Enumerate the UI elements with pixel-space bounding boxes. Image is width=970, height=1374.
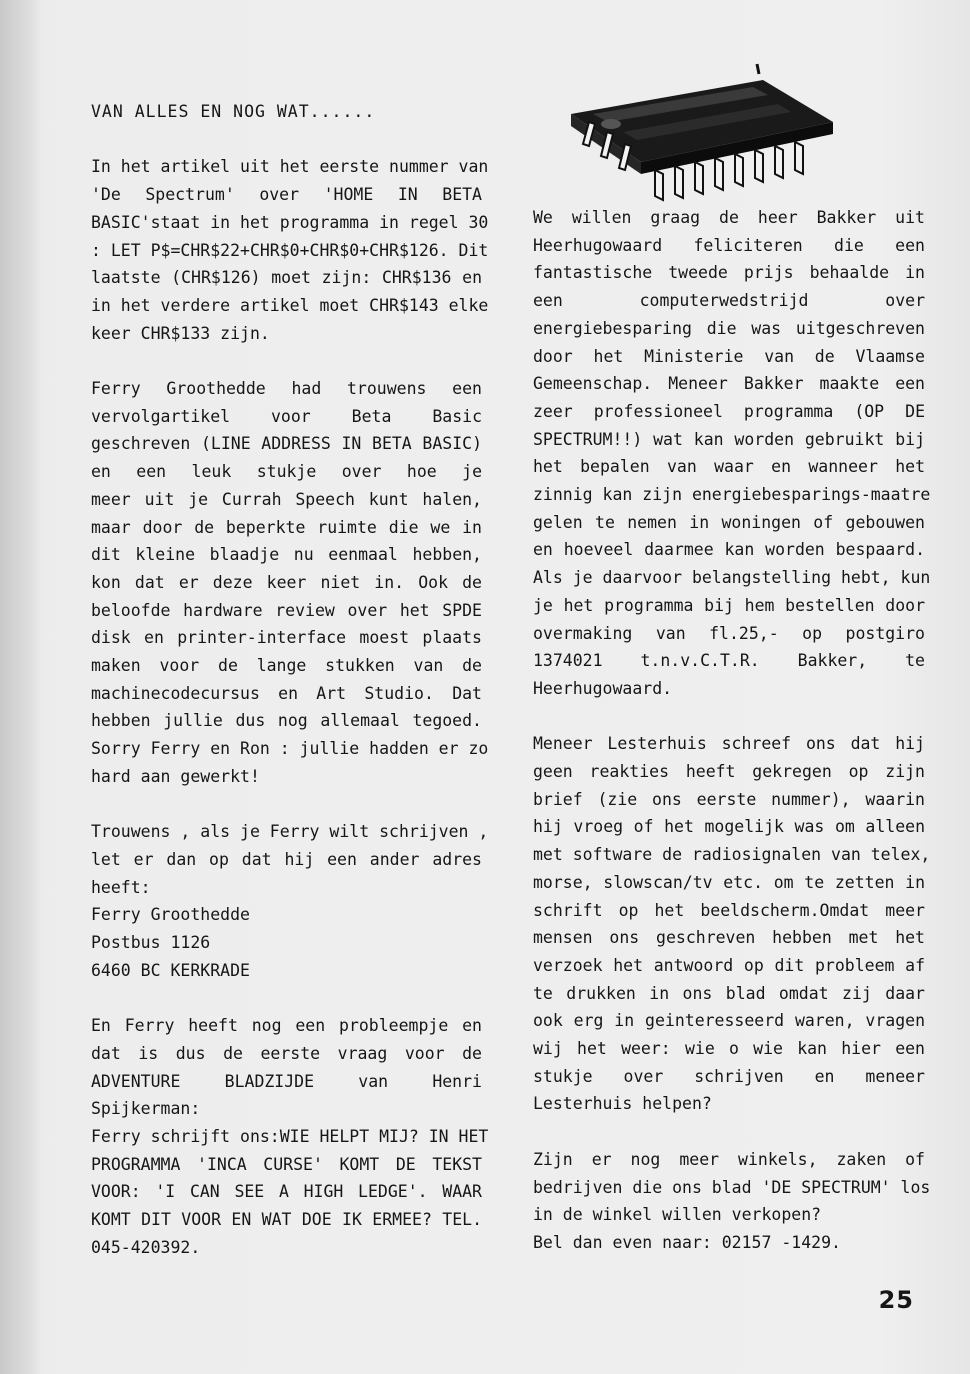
text-line: 045-420392. bbox=[91, 1237, 201, 1257]
text-line: geen reakties heeft gekregen op zijn bbox=[533, 762, 925, 782]
text-line: KOMT DIT VOOR EN WAT DOE IK ERMEE? TEL. bbox=[91, 1210, 482, 1230]
text-line: een computerwedstrijd over bbox=[533, 291, 925, 311]
text-line: BASIC'staat in het programma in regel 30 bbox=[91, 212, 489, 232]
text-line: PROGRAMMA 'INCA CURSE' KOMT DE TEKST bbox=[91, 1154, 482, 1174]
text-line: laatste (CHR$126) moet zijn: CHR$136 en bbox=[91, 268, 482, 288]
text-line: Ferry Groothedde had trouwens een bbox=[91, 379, 482, 398]
text-line: Gemeenschap. Meneer Bakker maakte een bbox=[533, 374, 925, 394]
text-line: Trouwens , als je Ferry wilt schrijven , bbox=[91, 822, 489, 842]
text-line: zinnig kan zijn energiebesparings-maatre bbox=[533, 485, 931, 505]
text-line: 'De Spectrum' over 'HOME IN BETA bbox=[91, 185, 482, 205]
text-line: gelen te nemen in woningen of gebouwen bbox=[533, 512, 925, 532]
text-line: Zijn er nog meer winkels, zaken of bbox=[533, 1149, 925, 1169]
text-line: 6460 BC KERKRADE bbox=[91, 960, 250, 980]
paragraph-bakker-prize bbox=[533, 204, 931, 703]
left-column bbox=[91, 98, 489, 1289]
text-line: hard aan gewerkt! bbox=[91, 766, 260, 786]
text-line: in het verdere artikel moet CHR$143 elke bbox=[91, 295, 489, 315]
text-line: fantastische tweede prijs behaalde in bbox=[533, 263, 925, 283]
text-line: Lesterhuis helpen? bbox=[533, 1094, 712, 1114]
text-line: Heerhugowaard. bbox=[533, 678, 673, 698]
text-line: heeft: bbox=[91, 877, 151, 897]
text-line: Heerhugowaard feliciteren die een bbox=[533, 235, 925, 255]
text-line: dit kleine blaadje nu eenmaal hebben, bbox=[91, 545, 482, 565]
text-line: met software de radiosignalen van telex, bbox=[533, 845, 931, 865]
text-line: zeer professioneel programma (OP DE bbox=[533, 401, 925, 421]
paragraph-lesterhuis bbox=[533, 730, 931, 1118]
paragraph-shops bbox=[533, 1146, 931, 1257]
page-number: 25 bbox=[878, 1286, 914, 1314]
text-line: verzoek het antwoord op dit probleem af bbox=[533, 955, 925, 975]
text-line: Bel dan even naar: 02157 -1429. bbox=[533, 1232, 841, 1252]
text-line: mensen ons geschreven hebben met het bbox=[533, 928, 925, 948]
paragraph-address bbox=[91, 818, 489, 984]
text-line: wij het weer: wie o wie kan hier een bbox=[533, 1039, 925, 1059]
text-line: te drukken in ons blad omdat zij daar bbox=[533, 983, 925, 1003]
text-line: disk en printer-interface moest plaats bbox=[91, 628, 482, 648]
text-line: meer uit je Currah Speech kunt halen, bbox=[91, 489, 482, 509]
text-line: En Ferry heeft nog een probleempje en bbox=[91, 1016, 482, 1036]
text-line: door het Ministerie van de Vlaamse bbox=[533, 346, 925, 366]
text-line: Ferry schrijft ons:WIE HELPT MIJ? IN HET bbox=[91, 1126, 489, 1146]
page-spine-shadow bbox=[0, 0, 42, 1374]
text-line: je het programma bij hem bestellen door bbox=[533, 595, 925, 615]
text-line: bedrijven die ons blad 'DE SPECTRUM' los bbox=[533, 1177, 931, 1197]
text-line: 1374021 t.n.v.C.T.R. Bakker, te bbox=[533, 651, 925, 671]
text-line: Meneer Lesterhuis schreef ons dat hij bbox=[533, 734, 925, 754]
paragraph-errata bbox=[91, 153, 489, 347]
paragraph-ferry-articles bbox=[91, 375, 489, 791]
right-column bbox=[533, 204, 931, 1284]
text-line: ADVENTURE BLADZIJDE van Henri bbox=[91, 1071, 482, 1091]
text-line: : LET P$=CHR$22+CHR$0+CHR$0+CHR$126. Dit bbox=[91, 240, 489, 260]
text-line: let er dan op dat hij een ander adres bbox=[91, 849, 482, 869]
section-heading: VAN ALLES EN NOG WAT...... bbox=[91, 102, 376, 121]
text-line: ook erg in geinteresseerd waren, vragen bbox=[533, 1011, 925, 1031]
ic-chip-icon bbox=[563, 62, 843, 210]
text-line: machinecodecursus en Art Studio. Dat bbox=[91, 683, 482, 703]
text-line: overmaking van fl.25,- op postgiro bbox=[533, 623, 925, 643]
text-line: energiebesparing die was uitgeschreven bbox=[533, 318, 925, 338]
text-line: In het artikel uit het eerste nummer van bbox=[91, 157, 489, 177]
text-line: SPECTRUM!!) wat kan worden gebruikt bij bbox=[533, 429, 925, 449]
text-line: maar door de beperkte ruimte die we in bbox=[91, 517, 482, 537]
text-line: keer CHR$133 zijn. bbox=[91, 323, 270, 343]
text-line: en hoeveel daarmee kan worden bespaard. bbox=[533, 540, 925, 560]
text-line: Ferry Groothedde bbox=[91, 905, 250, 925]
text-line: vervolgartikel voor Beta Basic bbox=[91, 406, 482, 426]
text-line: VOOR: 'I CAN SEE A HIGH LEDGE'. WAAR bbox=[91, 1182, 482, 1202]
text-line: hij vroeg of het mogelijk was om alleen bbox=[533, 817, 925, 837]
paragraph-adventure-question bbox=[91, 1012, 489, 1261]
text-line: We willen graag de heer Bakker uit bbox=[533, 208, 925, 227]
text-line: hebben jullie dus nog allemaal tegoed. bbox=[91, 711, 482, 731]
text-line: Postbus 1126 bbox=[91, 933, 211, 953]
text-line: in de winkel willen verkopen? bbox=[533, 1205, 822, 1225]
text-line: Sorry Ferry en Ron : jullie hadden er zo bbox=[91, 739, 489, 759]
text-line: Als je daarvoor belangstelling hebt, kun bbox=[533, 568, 931, 588]
text-line: dat is dus de eerste vraag voor de bbox=[91, 1043, 482, 1063]
text-line: schrift op het beeldscherm.Omdat meer bbox=[533, 900, 925, 920]
text-line: en een leuk stukje over hoe je bbox=[91, 462, 482, 482]
text-line: beloofde hardware review over het SPDE bbox=[91, 600, 482, 620]
text-line: stukje over schrijven en meneer bbox=[533, 1066, 925, 1086]
text-line: morse, slowscan/tv etc. om te zetten in bbox=[533, 872, 925, 892]
text-line: geschreven (LINE ADDRESS IN BETA BASIC) bbox=[91, 434, 482, 454]
text-line: maken voor de lange stukken van de bbox=[91, 656, 482, 676]
text-line: het bepalen van waar en wanneer het bbox=[533, 457, 925, 477]
text-line: Spijkerman: bbox=[91, 1099, 201, 1119]
text-line: brief (zie ons eerste nummer), waarin bbox=[533, 789, 925, 809]
text-line: kon dat er deze keer niet in. Ook de bbox=[91, 572, 482, 592]
